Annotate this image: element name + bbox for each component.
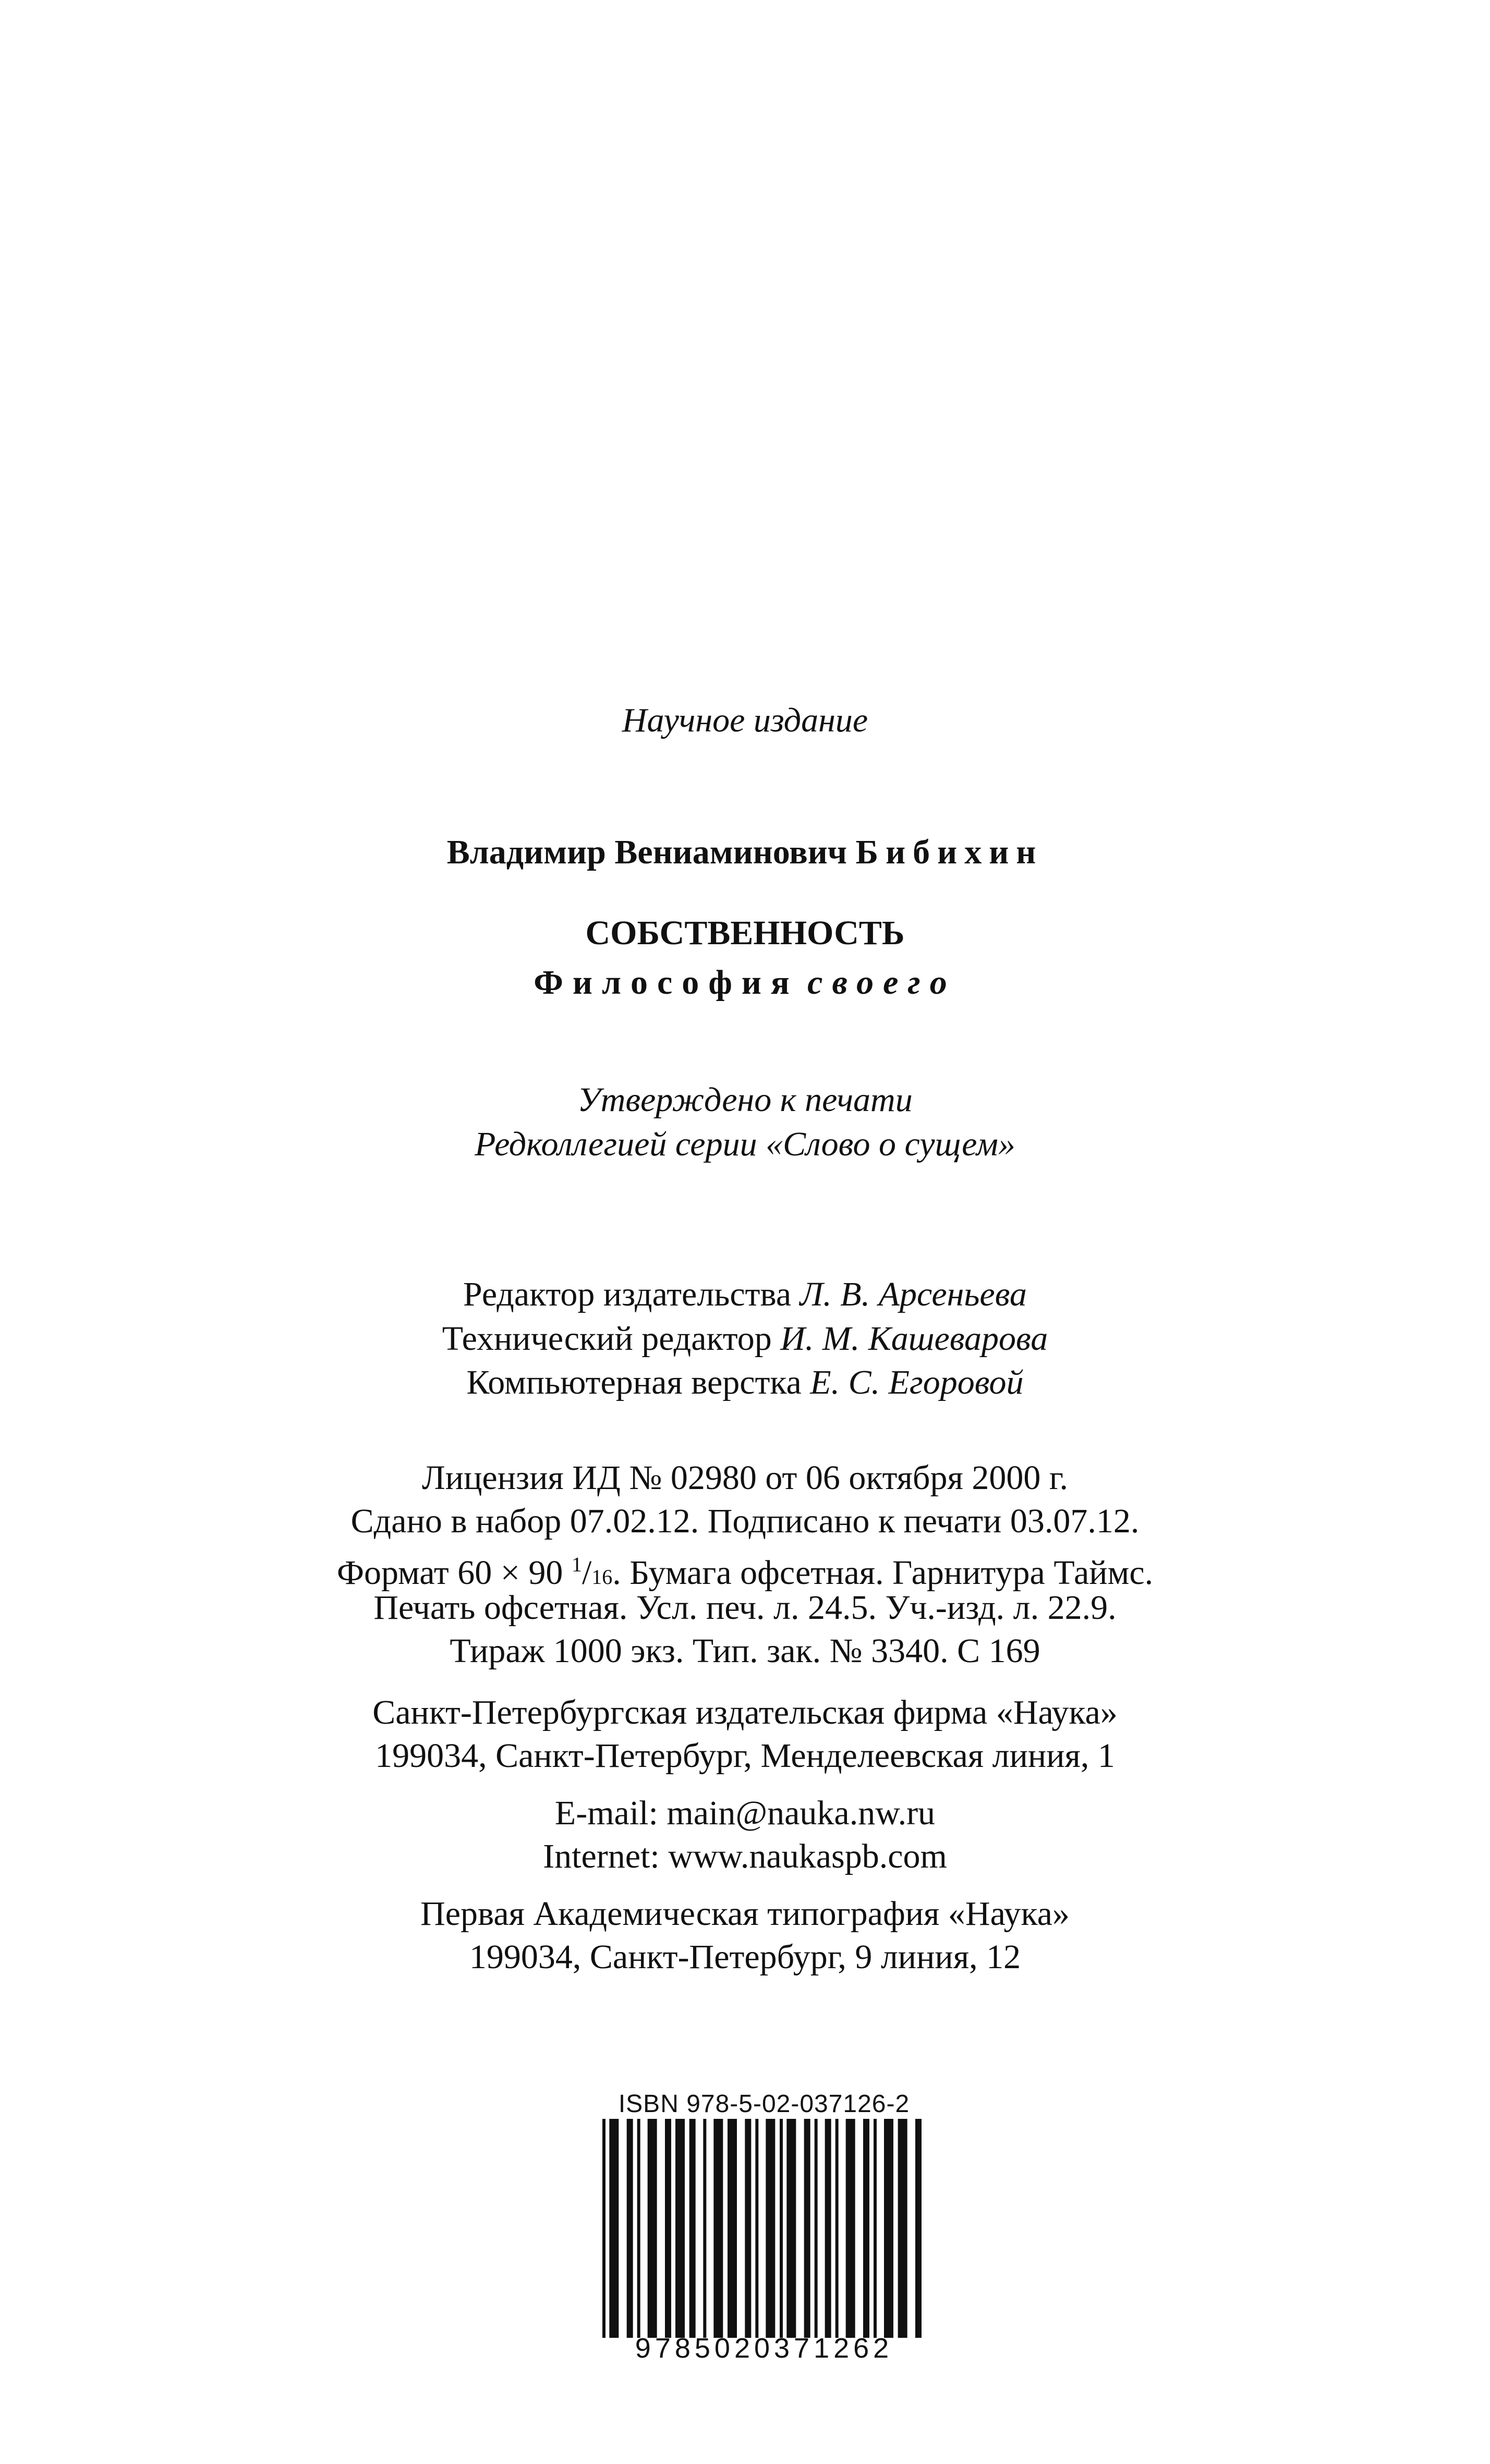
book-subtitle-part2: своего (807, 963, 956, 1002)
author-name (0, 829, 1490, 876)
staff-editor-name: Л. В. Арсеньева (799, 1275, 1027, 1313)
approval-line-2: Редколлегией серии «Слово о сущем» (475, 1125, 1015, 1163)
format-suffix: . Бумага офсетная. Гарнитура Таймс. (612, 1554, 1154, 1592)
staff-tech-editor (0, 1315, 1490, 1362)
barcode-bar (703, 2119, 706, 2338)
barcode-bar (884, 2119, 893, 2338)
barcode-bar (665, 2119, 671, 2338)
staff-tech-editor-role: Технический редактор (442, 1320, 772, 1358)
format-line: Формат 60 × 90 $^1$/16. Бумага офсетная. Гарнитура Таймс. (336, 1553, 1154, 1592)
publisher-address: 199034, Санкт-Петербург, Менделеевская линия, 1 (375, 1737, 1115, 1775)
barcode-bar (835, 2119, 839, 2338)
staff-tech-editor-name: И. М. Кашеварова (780, 1320, 1048, 1358)
print-line: Печать офсетная. Усл. печ. л. 24.5. Уч.-изд. л. 22.9. (373, 1589, 1117, 1627)
license-line: Лицензия ИД № 02980 от 06 октября 2000 г. (422, 1459, 1068, 1497)
barcode-bar (648, 2119, 657, 2338)
barcode-bar (728, 2119, 737, 2338)
barcode-bar (627, 2119, 633, 2338)
author-first-middle: Владимир Вениаминович (446, 833, 847, 871)
publisher-internet: Internet: www.naukaspb.com (543, 1837, 947, 1875)
isbn-label: ISBN 978-5-02-037126-2 (618, 2090, 910, 2118)
barcode-bar (825, 2119, 831, 2338)
barcode-bar (745, 2119, 751, 2338)
barcode-bar (863, 2119, 869, 2338)
staff-layout-role: Компьютерная верстка (466, 1363, 802, 1401)
printer-name: Первая Академическая типография «Наука» (420, 1895, 1070, 1933)
book-title: СОБСТВЕННОСТЬ (585, 914, 905, 952)
barcode-bar (898, 2119, 907, 2338)
barcode-bar (766, 2119, 775, 2338)
publisher-email: E-mail: main@nauka.nw.ru (554, 1794, 936, 1832)
barcode-digits: 9785020371262 (635, 2333, 893, 2364)
format-numerator: 1 (571, 1553, 582, 1576)
barcode-bar (815, 2119, 818, 2338)
barcode-bar (637, 2119, 640, 2338)
barcode-bar (713, 2119, 723, 2338)
barcode-bar (675, 2119, 685, 2338)
barcode-bar (689, 2119, 696, 2338)
barcode-bar (609, 2119, 619, 2338)
book-subtitle (0, 959, 1490, 1006)
publisher-name: Санкт-Петербургская издательская фирма «Наука» (372, 1693, 1118, 1731)
barcode-bar (602, 2119, 605, 2338)
barcode-bar (846, 2119, 855, 2338)
barcode-bar (874, 2119, 877, 2338)
barcode-bar (780, 2119, 783, 2338)
barcode-bar (786, 2119, 796, 2338)
book-subtitle-part1: Философия (534, 963, 799, 1002)
run-line: Тираж 1000 экз. Тип. зак. № 3340. С 169 (450, 1632, 1040, 1670)
printer-address: 199034, Санкт-Петербург, 9 линия, 12 (469, 1938, 1021, 1976)
format-prefix: Формат 60 × 90 (336, 1554, 572, 1592)
barcode-bar (915, 2119, 922, 2338)
staff-editor (0, 1271, 1490, 1318)
barcode-bar (755, 2119, 758, 2338)
approval-line-1: Утверждено к печати (577, 1081, 913, 1119)
isbn-barcode (592, 2090, 936, 2371)
staff-editor-role: Редактор издательства (463, 1275, 792, 1313)
barcode-bars (602, 2119, 926, 2338)
barcode-bar (804, 2119, 810, 2338)
staff-layout-name: Е. С. Егоровой (810, 1363, 1024, 1401)
staff-layout (0, 1359, 1490, 1406)
author-last-name: Бибихин (855, 833, 1044, 871)
edition-type: Научное издание (622, 701, 868, 739)
format-denominator: 16 (591, 1565, 613, 1589)
dates-line: Сдано в набор 07.02.12. Подписано к печати 03.07.12. (350, 1502, 1140, 1540)
